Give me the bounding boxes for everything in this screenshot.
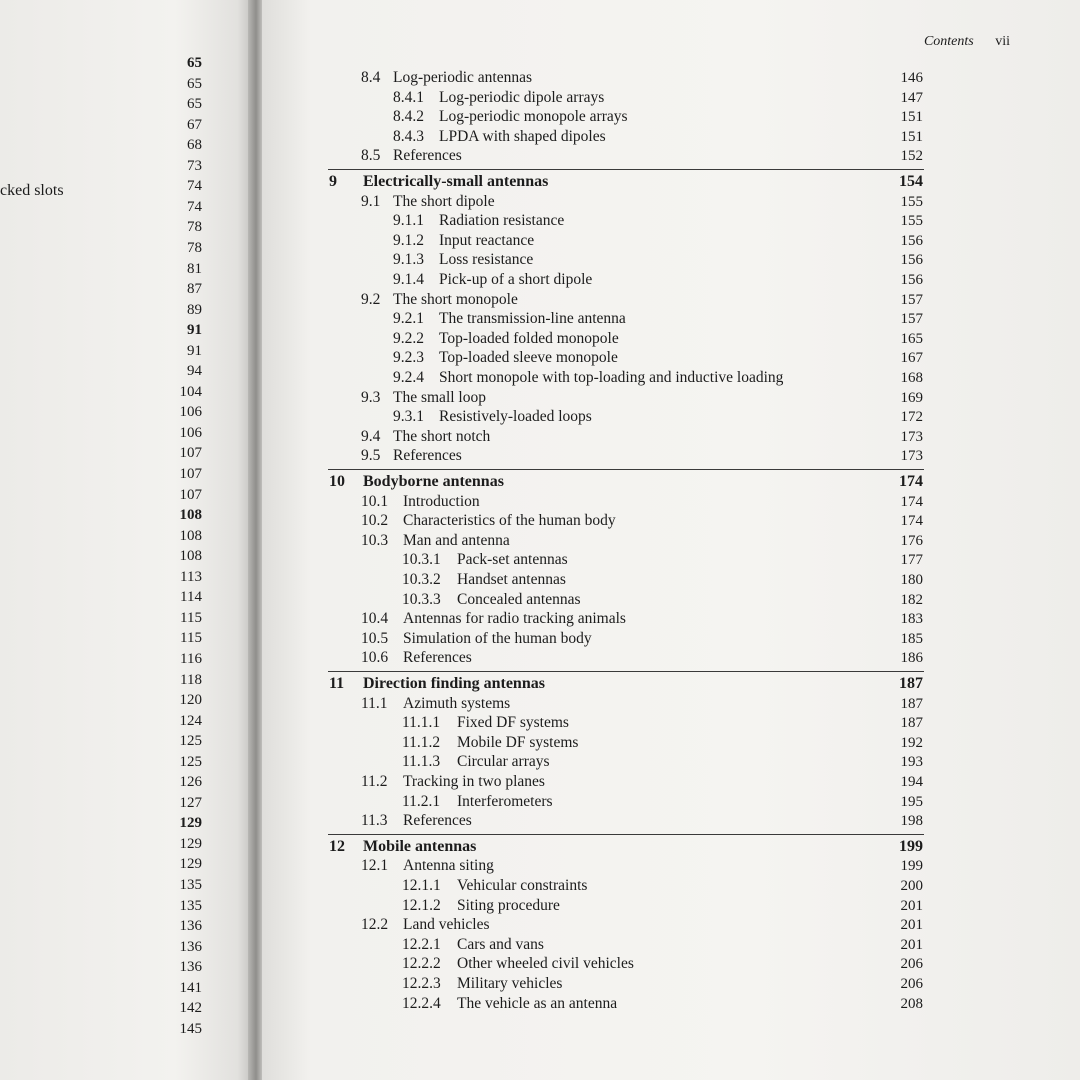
entry-number: 9.2.1 xyxy=(393,310,424,328)
left-page-number: 91 xyxy=(187,342,202,359)
entry-page-number: 206 xyxy=(900,956,923,973)
entry-page-number: 174 xyxy=(899,473,923,490)
entry-number: 12.2.1 xyxy=(402,935,441,953)
entry-page-number: 165 xyxy=(900,330,923,347)
toc-entry xyxy=(262,811,1080,831)
entry-title: The small loop xyxy=(393,388,486,406)
entry-number: 12 xyxy=(329,837,345,855)
entry-page-number: 200 xyxy=(900,878,923,894)
left-page-number: 136 xyxy=(179,959,202,976)
entry-number: 10.2 xyxy=(361,512,389,530)
chapter-divider xyxy=(328,469,924,470)
entry-title: Interferometers xyxy=(457,792,553,810)
entry-page-number: 180 xyxy=(900,572,923,588)
entry-number: 10.3 xyxy=(361,531,389,549)
entry-page-number: 187 xyxy=(900,695,923,712)
left-page-number: 145 xyxy=(179,1020,202,1037)
entry-number: 9.2.2 xyxy=(393,329,424,347)
toc-entry xyxy=(262,192,1080,212)
toc-entry xyxy=(262,446,1080,466)
left-page-number: 78 xyxy=(187,219,202,236)
entry-page-number: 182 xyxy=(900,591,923,608)
entry-number: 11.1.1 xyxy=(402,714,441,732)
toc-entry xyxy=(262,388,1080,408)
entry-number: 10.3.2 xyxy=(402,571,441,588)
toc-entry xyxy=(262,107,1080,127)
entry-number: 10.5 xyxy=(361,629,389,647)
entry-page-number: 201 xyxy=(900,936,923,953)
entry-page-number: 156 xyxy=(900,232,923,249)
entry-title: Log-periodic antennas xyxy=(393,69,533,86)
entry-page-number: 176 xyxy=(900,532,923,549)
toc-entry xyxy=(262,146,1080,166)
entry-title: Pick-up of a short dipole xyxy=(439,271,593,288)
entry-number: 11.1.2 xyxy=(402,733,441,751)
entry-title: Tracking in two planes xyxy=(403,773,545,790)
entry-number: 9.1.3 xyxy=(393,251,424,269)
chapter-entry xyxy=(262,172,1080,192)
entry-title: Land vehicles xyxy=(403,916,490,934)
left-page-number: 74 xyxy=(187,178,202,195)
header-label: Contents xyxy=(923,34,974,49)
right-page xyxy=(262,0,1080,1080)
entry-number: 9.5 xyxy=(361,447,381,465)
entry-page-number: 201 xyxy=(900,897,923,914)
left-page-number: 114 xyxy=(180,589,202,606)
entry-page-number: 151 xyxy=(900,109,923,126)
left-page-number: 129 xyxy=(179,835,202,852)
toc-entry xyxy=(262,427,1080,447)
left-page-number: 135 xyxy=(179,877,202,893)
entry-number: 11.1.3 xyxy=(402,753,441,771)
toc-entry xyxy=(262,511,1080,531)
entry-page-number: 157 xyxy=(900,291,923,308)
left-page-number: 68 xyxy=(187,137,202,154)
left-page-number: 120 xyxy=(179,692,202,709)
toc-entry xyxy=(262,127,1080,147)
toc-entry xyxy=(262,309,1080,329)
entry-page-number: 168 xyxy=(900,370,923,386)
entry-page-number: 194 xyxy=(900,774,923,790)
left-page-number: 129 xyxy=(179,856,202,873)
left-page-number: 108 xyxy=(179,527,202,544)
entry-number: 8.4.3 xyxy=(393,127,424,145)
left-page-number: 129 xyxy=(179,815,202,832)
entry-number: 9.1.1 xyxy=(393,212,424,230)
toc-entry xyxy=(262,590,1080,610)
entry-page-number: 177 xyxy=(900,552,923,569)
entry-page-number: 173 xyxy=(900,428,923,445)
toc-entry xyxy=(262,348,1080,368)
chapter-entry xyxy=(262,472,1080,492)
toc-entry xyxy=(262,648,1080,668)
entry-page-number: 174 xyxy=(900,493,923,510)
entry-number: 12.1.2 xyxy=(402,896,441,914)
left-page-number: 135 xyxy=(179,897,202,914)
toc-entry xyxy=(262,974,1080,994)
left-page-number: 108 xyxy=(179,507,202,524)
entry-number: 11.2.1 xyxy=(402,792,441,810)
toc-entry xyxy=(262,935,1080,955)
toc-entry xyxy=(262,915,1080,935)
entry-title: Antennas for radio tracking animals xyxy=(403,610,626,628)
entry-title: The transmission-line antenna xyxy=(439,310,626,328)
entry-page-number: 198 xyxy=(900,813,923,830)
entry-number: 12.1.1 xyxy=(402,877,441,894)
left-page-number: 142 xyxy=(179,1000,202,1017)
entry-page-number: 173 xyxy=(900,448,923,465)
toc-entry xyxy=(262,896,1080,916)
entry-number: 12.2.2 xyxy=(402,955,441,973)
toc-entry xyxy=(262,531,1080,551)
entry-title: Military vehicles xyxy=(457,975,563,992)
entry-title: The short dipole xyxy=(393,192,495,210)
toc-entry xyxy=(262,752,1080,772)
entry-number: 10 xyxy=(329,473,345,490)
entry-page-number: 201 xyxy=(900,917,923,934)
entry-title: Mobile DF systems xyxy=(457,733,579,751)
toc-entry xyxy=(262,694,1080,714)
entry-number: 11.3 xyxy=(361,812,388,830)
entry-page-number: 157 xyxy=(900,311,923,328)
entry-number: 8.4.2 xyxy=(393,108,424,126)
entry-page-number: 156 xyxy=(900,272,923,288)
toc-entry xyxy=(262,270,1080,290)
entry-page-number: 192 xyxy=(900,734,923,751)
chapter-divider xyxy=(328,671,924,672)
header-page-number: vii xyxy=(995,34,1010,49)
entry-title: Other wheeled civil vehicles xyxy=(457,955,634,973)
entry-title: Antenna siting xyxy=(403,857,494,875)
entry-title: References xyxy=(393,147,462,165)
entry-title: Bodyborne antennas xyxy=(363,473,504,490)
entry-page-number: 195 xyxy=(900,793,923,810)
left-page-number: 141 xyxy=(179,979,202,996)
left-page-number: 108 xyxy=(179,548,202,565)
entry-number: 8.4 xyxy=(361,69,381,86)
entry-number: 10.3.3 xyxy=(402,590,441,608)
entry-title: LPDA with shaped dipoles xyxy=(439,127,606,145)
entry-page-number: 186 xyxy=(900,650,923,667)
left-page-number: 65 xyxy=(187,75,202,92)
toc-entry xyxy=(262,329,1080,349)
chapter-entry xyxy=(262,837,1080,857)
left-page-number: 115 xyxy=(180,609,202,626)
toc-entry xyxy=(262,68,1080,88)
toc-entry xyxy=(262,570,1080,590)
entry-page-number: 151 xyxy=(900,128,923,145)
entry-title: The vehicle as an antenna xyxy=(457,994,618,1012)
entry-number: 9.1.4 xyxy=(393,271,424,288)
toc-entry xyxy=(262,876,1080,896)
left-page-number: 126 xyxy=(179,774,202,791)
entry-page-number: 156 xyxy=(900,252,923,269)
entry-page-number: 187 xyxy=(900,715,923,732)
left-page-number: 107 xyxy=(179,445,202,462)
left-page-number: 107 xyxy=(179,466,202,482)
left-page-number: 104 xyxy=(179,383,202,400)
entry-title: The short monopole xyxy=(393,290,518,308)
entry-number: 12.2.4 xyxy=(402,994,441,1012)
left-page-number: 106 xyxy=(179,404,202,421)
left-page-number: 87 xyxy=(187,281,202,298)
entry-number: 10.1 xyxy=(361,492,389,510)
left-page-number: 107 xyxy=(179,486,202,503)
entry-number: 10.6 xyxy=(361,649,389,667)
toc-entry xyxy=(262,368,1080,388)
entry-number: 9.1.2 xyxy=(393,231,424,249)
entry-page-number: 146 xyxy=(900,70,923,86)
toc-entry xyxy=(262,772,1080,792)
toc-entry xyxy=(262,994,1080,1014)
entry-title: The short notch xyxy=(393,427,491,445)
entry-page-number: 169 xyxy=(900,389,923,406)
toc-entry xyxy=(262,733,1080,753)
toc-entry xyxy=(262,88,1080,108)
entry-page-number: 155 xyxy=(900,193,923,210)
left-page-number: 94 xyxy=(187,363,202,380)
entry-number: 12.2.3 xyxy=(402,975,441,992)
entry-page-number: 154 xyxy=(899,173,923,190)
entry-title: Characteristics of the human body xyxy=(403,512,616,530)
toc-entry xyxy=(262,629,1080,649)
entry-title: References xyxy=(393,447,462,465)
toc-entry xyxy=(262,231,1080,251)
entry-number: 9 xyxy=(329,173,337,190)
left-page-number: 106 xyxy=(179,424,202,441)
left-page-number: 81 xyxy=(187,260,202,277)
left-page-number: 124 xyxy=(179,712,202,729)
entry-title: Pack-set antennas xyxy=(457,551,568,569)
toc-entry xyxy=(262,492,1080,512)
entry-title: Siting procedure xyxy=(457,896,560,914)
entry-title: Mobile antennas xyxy=(363,837,477,855)
entry-title: Input reactance xyxy=(439,231,535,249)
entry-page-number: 147 xyxy=(900,89,923,106)
entry-page-number: 155 xyxy=(900,213,923,230)
toc-entry xyxy=(262,856,1080,876)
entry-title: References xyxy=(403,812,472,830)
toc-entry xyxy=(262,792,1080,812)
entry-number: 11.2 xyxy=(361,773,388,790)
toc-entry xyxy=(262,954,1080,974)
left-page-number: 136 xyxy=(179,938,202,955)
entry-number: 12.2 xyxy=(361,916,389,934)
entry-number: 8.4.1 xyxy=(393,88,424,106)
toc-entry xyxy=(262,609,1080,629)
entry-page-number: 152 xyxy=(900,148,923,165)
left-page-number: 125 xyxy=(179,733,202,750)
entry-title: Resistively-loaded loops xyxy=(439,408,592,426)
entry-title: Fixed DF systems xyxy=(457,714,569,732)
entry-number: 11.1 xyxy=(361,694,388,712)
entry-number: 9.3.1 xyxy=(393,408,424,426)
entry-title: Short monopole with top-loading and inductive loading xyxy=(439,369,784,386)
entry-title: Vehicular constraints xyxy=(457,877,588,894)
left-page-number: 91 xyxy=(187,322,202,339)
entry-page-number: 193 xyxy=(900,754,923,771)
left-page-number: 73 xyxy=(187,157,202,174)
entry-title: Concealed antennas xyxy=(457,590,581,608)
entry-page-number: 185 xyxy=(900,630,923,647)
left-page-text-fragment: cked slots xyxy=(0,182,64,199)
chapter-entry xyxy=(262,674,1080,694)
entry-number: 11 xyxy=(329,675,345,692)
entry-title: Circular arrays xyxy=(457,753,550,771)
entry-page-number: 167 xyxy=(900,350,923,367)
entry-number: 9.4 xyxy=(361,427,381,445)
running-header xyxy=(924,34,1010,50)
entry-title: Handset antennas xyxy=(457,571,566,588)
left-page-number: 125 xyxy=(179,753,202,770)
entry-title: Azimuth systems xyxy=(403,694,511,712)
entry-title: Direction finding antennas xyxy=(363,675,545,692)
entry-title: Log-periodic monopole arrays xyxy=(439,108,628,126)
left-page xyxy=(0,0,250,1080)
entry-page-number: 187 xyxy=(899,675,923,692)
toc-entry xyxy=(262,550,1080,570)
left-page-number: 118 xyxy=(180,671,202,688)
entry-title: References xyxy=(403,649,472,667)
left-page-number: 78 xyxy=(187,239,202,256)
chapter-divider xyxy=(328,169,924,170)
left-page-number: 65 xyxy=(187,96,202,113)
entry-title: Loss resistance xyxy=(439,251,534,269)
left-page-number: 74 xyxy=(187,198,202,215)
entry-title: Top-loaded folded monopole xyxy=(439,329,619,347)
entry-title: Top-loaded sleeve monopole xyxy=(439,349,618,367)
entry-number: 12.1 xyxy=(361,857,389,875)
toc-entry xyxy=(262,290,1080,310)
entry-page-number: 199 xyxy=(899,837,923,855)
left-page-number: 89 xyxy=(187,301,202,318)
entry-number: 9.2 xyxy=(361,290,381,308)
entry-page-number: 183 xyxy=(900,611,923,628)
left-page-number: 127 xyxy=(179,794,202,811)
left-page-number: 65 xyxy=(187,55,202,71)
left-page-number: 113 xyxy=(180,568,202,585)
left-page-number: 67 xyxy=(187,116,202,133)
chapter-divider xyxy=(328,834,924,835)
entry-page-number: 174 xyxy=(900,513,923,530)
toc-entry xyxy=(262,211,1080,231)
entry-number: 9.2.4 xyxy=(393,369,424,386)
entry-page-number: 172 xyxy=(900,409,923,426)
entry-title: Log-periodic dipole arrays xyxy=(439,88,605,106)
entry-title: Cars and vans xyxy=(457,935,544,953)
entry-page-number: 208 xyxy=(900,995,923,1012)
left-page-number: 116 xyxy=(180,650,202,667)
entry-number: 9.3 xyxy=(361,388,381,406)
toc-entry xyxy=(262,407,1080,427)
entry-page-number: 206 xyxy=(900,976,923,992)
entry-number: 8.5 xyxy=(361,147,381,165)
entry-title: Introduction xyxy=(403,492,480,510)
entry-number: 9.2.3 xyxy=(393,349,424,367)
entry-title: Simulation of the human body xyxy=(403,629,592,647)
toc-entry xyxy=(262,713,1080,733)
entry-title: Man and antenna xyxy=(403,531,510,549)
left-page-number: 136 xyxy=(179,918,202,935)
entry-number: 9.1 xyxy=(361,192,381,210)
entry-title: Electrically-small antennas xyxy=(363,173,549,190)
entry-number: 10.4 xyxy=(361,610,389,628)
entry-title: Radiation resistance xyxy=(439,212,565,230)
entry-page-number: 199 xyxy=(900,858,923,875)
toc-entry xyxy=(262,250,1080,270)
entry-number: 10.3.1 xyxy=(402,551,441,569)
left-page-number: 115 xyxy=(180,630,202,647)
